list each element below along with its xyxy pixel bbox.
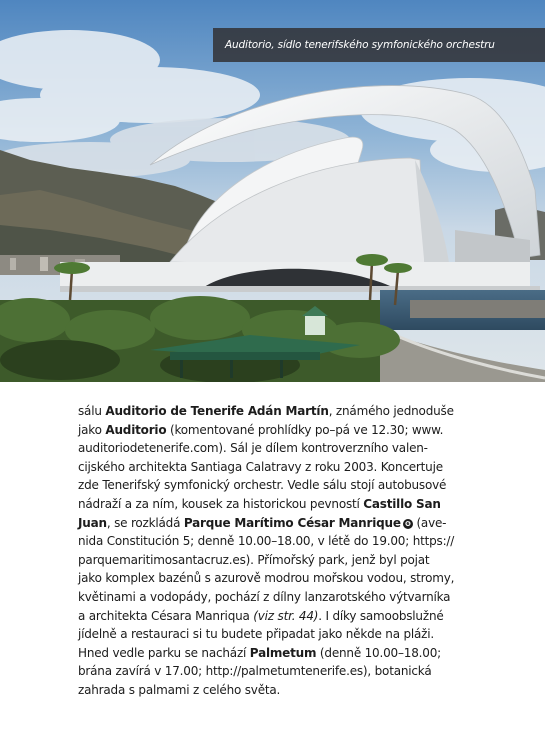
- text-line: jako Auditorio (komentované prohlídky po–pá ve 12.30; www.: [78, 422, 444, 437]
- text-line: nádraží a za ním, kousek za historickou pevností Castillo San: [78, 496, 441, 511]
- map-pin-icon: ❻: [403, 519, 413, 529]
- text-line: zde Tenerifský symfonický orchestr. Vedle sálu stojí autobusové: [78, 478, 447, 493]
- text-line: Hned vedle parku se nachází Palmetum (denně 10.00–18.00;: [78, 645, 441, 660]
- text-line: květinami a vodopády, pochází z dílny lanzarotského výtvarníka: [78, 589, 451, 604]
- text-line: auditoriodetenerife.com). Sál je dílem kontroverzního valen-: [78, 441, 428, 456]
- text-line: nida Constitución 5; denně 10.00–18.00, v létě do 19.00; https://: [78, 534, 455, 549]
- caption-text: Auditorio, sídlo tenerifského symfonického orchestru: [225, 39, 495, 51]
- text-line: a architekta Césara Manriqua (viz str. 44). I díky samoobslužné: [78, 608, 444, 623]
- text-line: brána zavírá v 17.00; http://palmetumtenerife.es), botanická: [78, 664, 432, 679]
- text-line: jídelně a restauraci si tu budete připadat jako někde na pláži.: [78, 627, 435, 642]
- text-line: Juan, se rozkládá Parque Marítimo César Manrique ❻ (ave-: [78, 515, 447, 530]
- text-line: parquemaritimosantacruz.es). Přímořský park, jenž byl pojat: [78, 552, 430, 567]
- photo-caption: [213, 28, 545, 62]
- text-line: sálu Auditorio de Tenerife Adán Martín, známého jednoduše: [78, 404, 454, 418]
- text-line: jako komplex bazénů s azurově modrou mořskou vodou, stromy,: [78, 571, 455, 586]
- text-line: zahrada s palmami z celého světa.: [78, 682, 281, 697]
- text-line: cijského architekta Santiaga Calatravy z roku 2003. Koncertuje: [78, 459, 443, 474]
- body-text: [78, 402, 490, 700]
